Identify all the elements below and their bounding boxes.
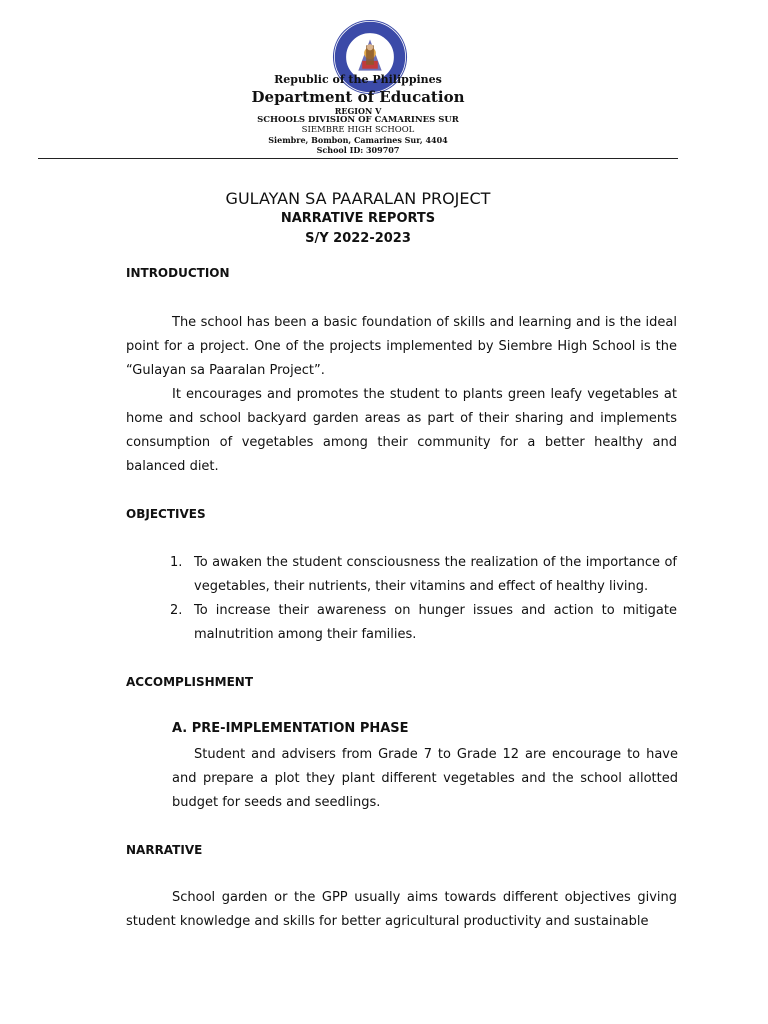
objective-number: 2. <box>170 603 183 618</box>
report-subtitle: NARRATIVE REPORTS <box>280 211 436 226</box>
narrative-paragraph-1: School garden or the GPP usually aims towards different objectives giving student knowledge and skills for better agricultural productivity and sustainable <box>126 890 677 929</box>
school-address: Siembre, Bombon, Camarines Sur, 4404 <box>268 135 448 145</box>
objective-item <box>170 599 677 647</box>
narrative-heading: NARRATIVE <box>126 843 203 857</box>
report-title: GULAYAN SA PAARALAN PROJECT <box>225 189 491 208</box>
pre-implementation-phase-text: Student and advisers from Grade 7 to Grade 12 are encourage to have and prepare a plot they plant different vegetables and the school allotted budget for seeds and seedlings. <box>172 747 678 810</box>
accomplishment-heading: ACCOMPLISHMENT <box>126 675 254 689</box>
header-divider <box>38 158 678 159</box>
region-line: REGION V <box>334 106 382 116</box>
introduction-paragraph-1: The school has been a basic foundation of skills and learning and is the ideal point for a project. One of the projects implemented by Siembre High School is the “Gulayan sa Paaralan Project”. <box>126 315 677 378</box>
objective-item <box>170 551 677 599</box>
objectives-heading: OBJECTIVES <box>126 507 206 521</box>
school-year: S/Y 2022-2023 <box>305 231 411 246</box>
pre-implementation-phase-label: A. PRE-IMPLEMENTATION PHASE <box>172 721 409 736</box>
school-name: SIEMBRE HIGH SCHOOL <box>301 125 415 135</box>
objective-number: 1. <box>170 555 183 570</box>
introduction-paragraph-2: It encourages and promotes the student to plants green leafy vegetables at home and school backyard garden areas as part of their sharing and implements consumption of vegetables among their community for a better healthy and balanced diet. <box>126 387 677 474</box>
division-line: SCHOOLS DIVISION OF CAMARINES SUR <box>257 115 459 125</box>
objective-text: To awaken the student consciousness the realization of the importance of vegetables, their nutrients, their vitamins and effect of healthy living. <box>194 555 677 594</box>
introduction-heading: INTRODUCTION <box>126 266 230 280</box>
school-id: School ID: 309707 <box>316 145 400 155</box>
republic-line: Republic of the Philippines <box>274 73 442 86</box>
objective-text: To increase their awareness on hunger issues and action to mitigate malnutrition among their families. <box>194 603 677 642</box>
department-name: Department of Education <box>251 88 465 106</box>
